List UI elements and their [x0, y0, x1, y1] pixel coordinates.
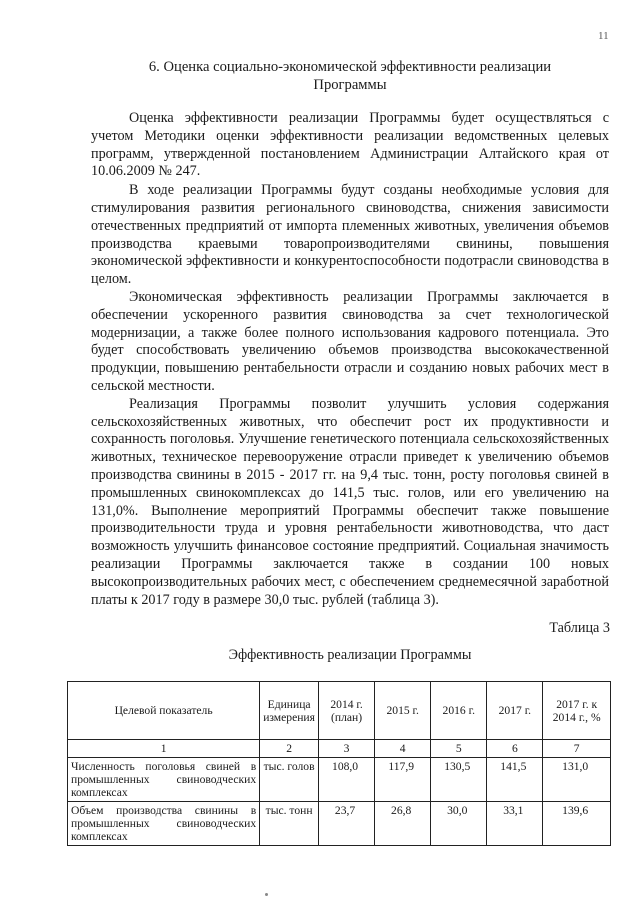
section-title-line-1: 6. Оценка социально-экономической эффективности реализации — [148, 59, 552, 75]
table-index-cell: 2 — [260, 740, 319, 758]
body-text — [91, 110, 609, 609]
table-cell-value: 139,6 — [543, 802, 611, 846]
paragraph: В ходе реализации Программы будут созданы необходимые условия для стимулирования развития регионального свиноводства, снижения зависимости отечественных предприятий от импорта племенных животных, увеличения объемов производства краевыми товаропроизводителями свинины, повышения экономической эффективности и конкурентоспособности подотрасли свиноводства в целом. — [91, 182, 609, 288]
table-header-cell: Единица измерения — [260, 682, 319, 740]
table-header-row — [68, 682, 611, 740]
paragraph: Экономическая эффективность реализации Программы заключается в обеспечении ускоренного развития свиноводства за счет технологической модернизации, а также более полного использования кадрового потенциала. Это будет способствовать увеличению объемов производства высококачественной продукции, повышению рентабельности отрасли и созданию новых рабочих мест в сельской местности. — [91, 288, 609, 394]
table-label: Таблица 3 — [549, 620, 610, 636]
page-number: 11 — [598, 30, 609, 42]
table-cell-value: 117,9 — [375, 758, 431, 802]
table-cell-value: 141,5 — [487, 758, 543, 802]
table-cell-indicator: Численность поголовья свиней в промышленных свиноводческих комплексах — [68, 758, 260, 802]
table-cell-value: 26,8 — [375, 802, 431, 846]
table-index-cell: 4 — [375, 740, 431, 758]
table-cell-value: 130,5 — [431, 758, 487, 802]
table-header-cell: 2017 г. к 2014 г., % — [543, 682, 611, 740]
table-cell-unit: тыс. тонн — [260, 802, 319, 846]
table-header-cell: 2014 г. (план) — [318, 682, 374, 740]
paragraph: Реализация Программы позволит улучшить условия содержания сельскохозяйственных животных, что обеспечит рост их продуктивности и сохранность поголовья. Улучшение генетического потенциала сельскохозяйственных животных, техническое перевооружение отрасли приведет к увеличению объемов производства свинины в 2015 - 2017 гг. на 9,4 тыс. тонн, росту поголовья свиней в промышленных свинокомплексах до 141,5 тыс. голов, или его увеличению на 131,0%. Выполнение мероприятий Программы обеспечит также повышение производительности труда и уровня рентабельности животноводства, что даст возможность улучшить финансовое состояние предприятий. Социальная значимость реализации Программы заключается также в создании 100 новых высокопроизводительных рабочих мест, с обеспечением среднемесячной заработной платы к 2017 году в размере 30,0 тыс. рублей (таблица 3). — [91, 395, 609, 608]
table-row — [68, 758, 611, 802]
section-title-line-2: Программы — [313, 77, 387, 93]
table-index-row — [68, 740, 611, 758]
table-index-cell: 3 — [318, 740, 374, 758]
table-cell-value: 23,7 — [318, 802, 374, 846]
efficiency-table — [67, 681, 611, 846]
paragraph: Оценка эффективности реализации Программы будет осуществляться с учетом Методики оценки эффективности реализации ведомственных целевых программ, утвержденной постановлением Администрации Алтайского края от 10.06.2009 № 247. — [91, 110, 609, 180]
table-index-cell: 5 — [431, 740, 487, 758]
table-cell-unit: тыс. голов — [260, 758, 319, 802]
table-cell-value: 33,1 — [487, 802, 543, 846]
table-index-cell: 7 — [543, 740, 611, 758]
table-index-cell: 6 — [487, 740, 543, 758]
table-title: Эффективность реализации Программы — [228, 647, 472, 663]
table-cell-value: 30,0 — [431, 802, 487, 846]
table-header-cell: Целевой показатель — [68, 682, 260, 740]
table-row — [68, 802, 611, 846]
table-cell-indicator: Объем производства свинины в промышленных свиноводческих комплексах — [68, 802, 260, 846]
section-heading — [90, 58, 610, 94]
scan-dot — [265, 893, 268, 896]
table-header-cell: 2015 г. — [375, 682, 431, 740]
table-header-cell: 2017 г. — [487, 682, 543, 740]
table-cell-value: 108,0 — [318, 758, 374, 802]
table-header-cell: 2016 г. — [431, 682, 487, 740]
table-index-cell: 1 — [68, 740, 260, 758]
table-cell-value: 131,0 — [543, 758, 611, 802]
